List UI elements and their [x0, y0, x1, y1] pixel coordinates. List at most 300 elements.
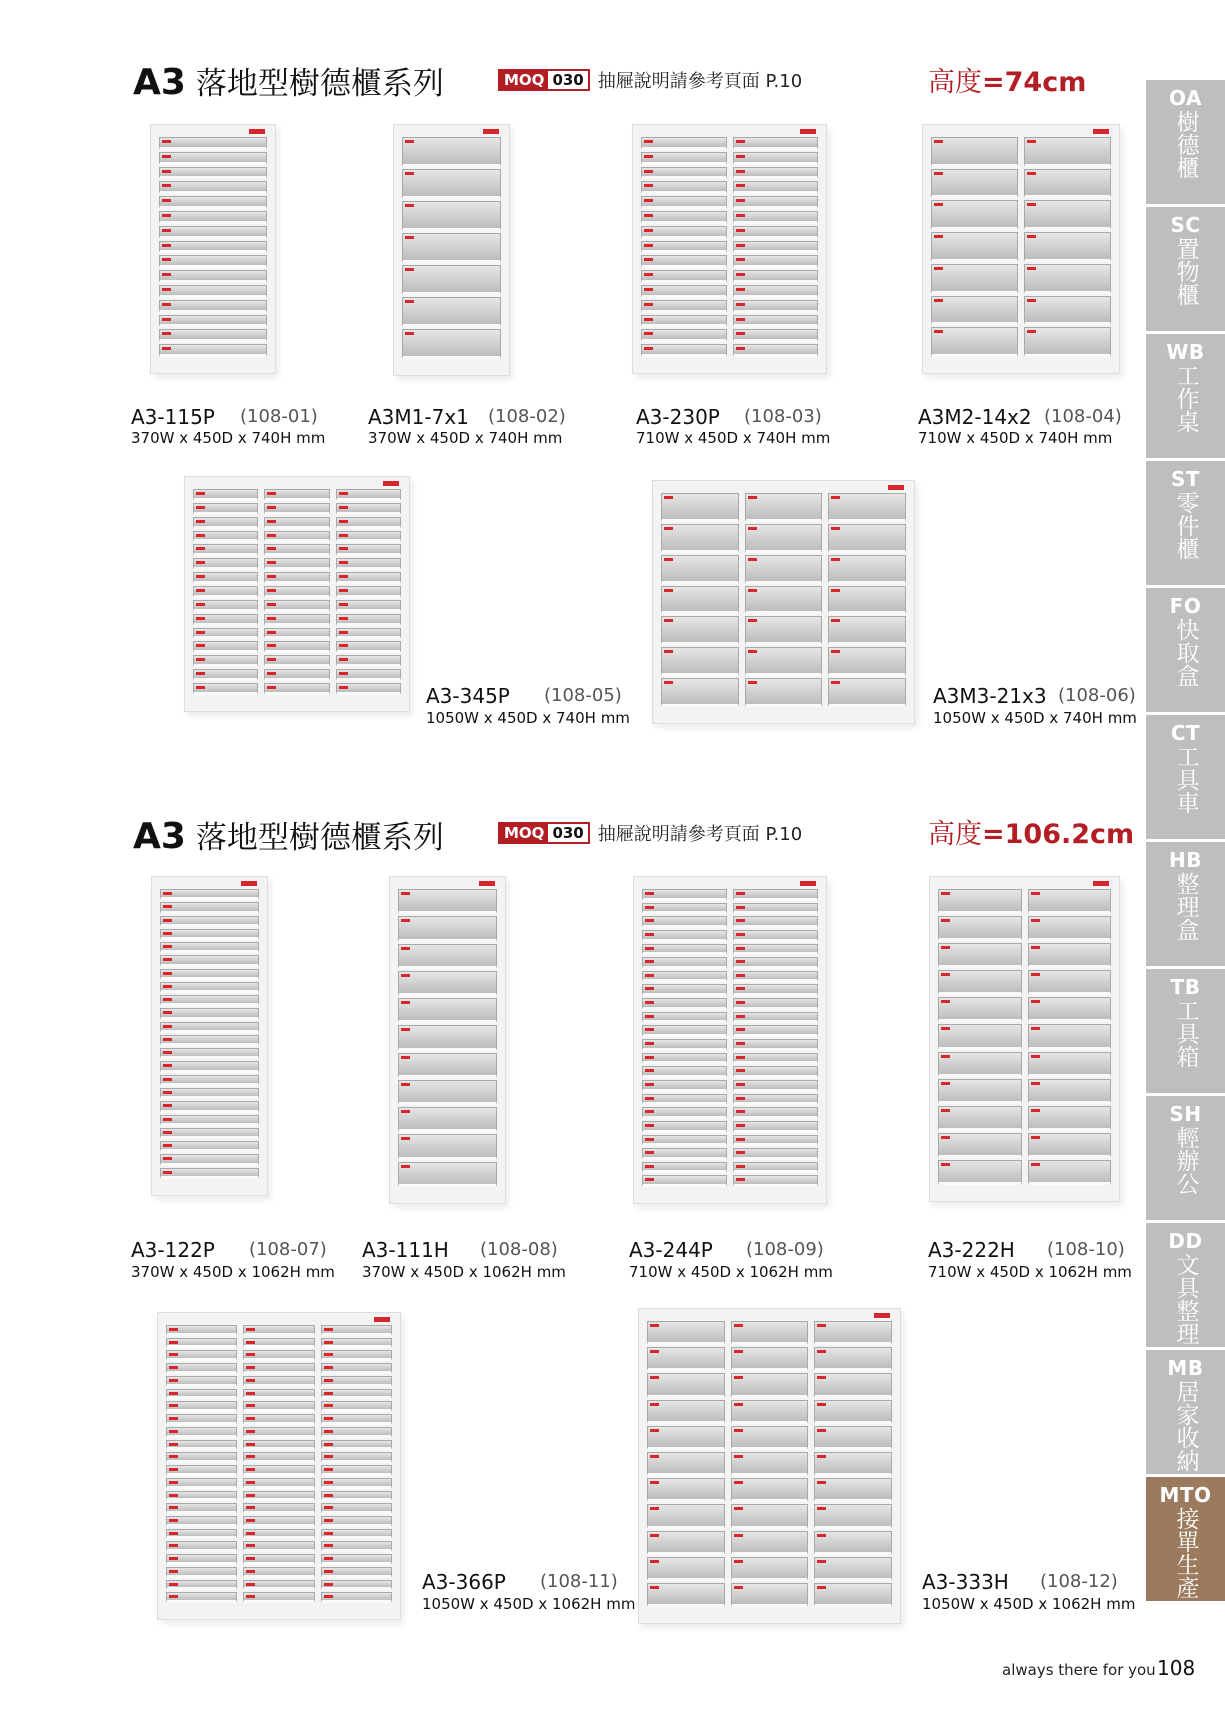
tab-mb[interactable]	[1146, 1350, 1225, 1474]
drawer	[733, 1066, 818, 1078]
tab-code: MB	[1167, 1356, 1204, 1380]
product-name: A3-122P	[131, 1238, 215, 1262]
drawer	[661, 616, 739, 645]
drawer	[647, 1531, 725, 1555]
drawer	[733, 930, 818, 942]
drawer	[731, 1583, 809, 1607]
drawer	[159, 152, 267, 165]
drawer	[647, 1347, 725, 1371]
drawer	[193, 489, 258, 501]
drawer	[264, 641, 329, 653]
drawer	[661, 524, 739, 553]
drawer	[166, 1350, 237, 1361]
drawer	[814, 1400, 892, 1424]
drawer	[160, 995, 259, 1006]
drawer	[938, 970, 1022, 995]
drawer	[814, 1426, 892, 1450]
drawer	[398, 916, 497, 941]
drawer	[160, 982, 259, 993]
cabinet-image	[652, 480, 915, 724]
drawer	[336, 628, 401, 640]
drawer	[931, 200, 1018, 230]
drawer	[398, 1134, 497, 1159]
drawer	[641, 329, 727, 342]
tab-mto[interactable]	[1146, 1477, 1225, 1601]
drawer	[193, 683, 258, 695]
drawer	[264, 683, 329, 695]
drawer-column	[159, 137, 267, 357]
drawer	[321, 1503, 392, 1514]
drawer	[938, 1052, 1022, 1077]
drawer	[193, 614, 258, 626]
moq-badge: MOQ 030	[498, 69, 590, 91]
drawer	[733, 916, 818, 928]
drawer	[166, 1440, 237, 1451]
drawer	[166, 1376, 237, 1387]
drawer	[321, 1325, 392, 1336]
drawer	[642, 1175, 727, 1187]
product-dimensions: 370W x 450D x 740H mm	[368, 429, 563, 447]
drawer	[264, 669, 329, 681]
drawer	[321, 1338, 392, 1349]
drawer	[402, 137, 501, 167]
drawer	[642, 889, 727, 901]
drawer	[641, 152, 727, 165]
drawer	[931, 232, 1018, 262]
drawer	[336, 600, 401, 612]
drawer	[642, 903, 727, 915]
drawer	[264, 614, 329, 626]
drawer	[321, 1363, 392, 1374]
drawer	[641, 226, 727, 239]
drawer	[731, 1452, 809, 1476]
drawer	[336, 655, 401, 667]
drawer	[647, 1557, 725, 1581]
drawer	[193, 558, 258, 570]
drawer	[642, 1025, 727, 1037]
drawer	[193, 572, 258, 584]
drawer	[160, 1101, 259, 1112]
drawer	[243, 1567, 314, 1578]
drawer	[814, 1531, 892, 1555]
tab-label: 接單生產	[1172, 1507, 1199, 1599]
tab-code: SC	[1170, 213, 1201, 237]
drawer	[647, 1400, 725, 1424]
drawer	[642, 930, 727, 942]
drawer	[336, 669, 401, 681]
tab-fo[interactable]	[1146, 588, 1225, 712]
drawer	[733, 211, 819, 224]
drawer	[264, 628, 329, 640]
tab-label: 零件櫃	[1172, 491, 1199, 560]
brand-tag-icon	[249, 129, 265, 134]
drawer	[336, 489, 401, 501]
drawer	[264, 517, 329, 529]
drawer	[321, 1592, 392, 1603]
drawer	[745, 555, 823, 584]
drawer	[733, 167, 819, 180]
tab-code: OA	[1169, 86, 1202, 110]
product-dimensions: 1050W x 450D x 1062H mm	[922, 1595, 1136, 1613]
drawer	[938, 1079, 1022, 1104]
drawer	[641, 181, 727, 194]
tab-label: 工作桌	[1172, 364, 1199, 433]
product-name: A3-333H	[922, 1570, 1009, 1594]
drawer	[243, 1478, 314, 1489]
drawer	[733, 1025, 818, 1037]
drawer	[402, 265, 501, 295]
tab-dd[interactable]	[1146, 1223, 1225, 1347]
drawer-column	[814, 1321, 892, 1607]
cabinet-image	[184, 476, 410, 712]
drawer	[1024, 296, 1111, 326]
product-dimensions: 1050W x 450D x 740H mm	[933, 709, 1137, 727]
drawer-column	[1028, 889, 1112, 1185]
drawer	[814, 1478, 892, 1502]
drawer	[166, 1401, 237, 1412]
drawer	[733, 1135, 818, 1147]
drawer	[745, 586, 823, 615]
drawer	[731, 1557, 809, 1581]
tab-code: SH	[1169, 1102, 1202, 1126]
drawer-column	[243, 1325, 314, 1603]
tab-sh[interactable]	[1146, 1096, 1225, 1220]
drawer-column	[731, 1321, 809, 1607]
tab-label: 整理盒	[1172, 872, 1199, 941]
drawer	[160, 1075, 259, 1086]
drawer	[814, 1347, 892, 1371]
drawer-column	[745, 493, 823, 707]
product-name: A3-222H	[928, 1238, 1015, 1262]
drawer	[1028, 889, 1112, 914]
drawer	[647, 1504, 725, 1528]
drawer	[321, 1478, 392, 1489]
moq-badge: MOQ 030	[498, 822, 590, 844]
product-name: A3M2-14x2	[918, 405, 1032, 429]
drawer	[931, 296, 1018, 326]
drawer	[402, 201, 501, 231]
drawer	[166, 1541, 237, 1552]
drawer	[1024, 137, 1111, 167]
drawer-column	[321, 1325, 392, 1603]
drawer	[641, 344, 727, 357]
drawer	[731, 1426, 809, 1450]
product-code: (108-02)	[488, 406, 566, 427]
brand-tag-icon	[874, 1313, 890, 1318]
drawer	[336, 572, 401, 584]
drawer	[938, 1106, 1022, 1131]
drawer	[828, 678, 906, 707]
product-code: (108-06)	[1058, 685, 1136, 706]
drawer	[828, 586, 906, 615]
drawer	[159, 315, 267, 328]
drawer	[733, 903, 818, 915]
drawer	[398, 1025, 497, 1050]
drawer	[264, 531, 329, 543]
drawer	[321, 1350, 392, 1361]
drawer	[641, 196, 727, 209]
drawer-column	[931, 137, 1018, 357]
drawer	[828, 647, 906, 676]
drawer	[166, 1478, 237, 1489]
drawer	[731, 1321, 809, 1345]
drawer	[336, 586, 401, 598]
drawer	[243, 1363, 314, 1374]
drawer	[731, 1373, 809, 1397]
drawer	[642, 1053, 727, 1065]
product-dimensions: 370W x 450D x 1062H mm	[131, 1263, 335, 1281]
drawer-column	[1024, 137, 1111, 357]
drawer	[321, 1541, 392, 1552]
tab-code: DD	[1168, 1229, 1203, 1253]
drawer	[1028, 1106, 1112, 1131]
brand-tag-icon	[800, 881, 816, 886]
brand-tag-icon	[383, 481, 399, 486]
cabinet-image	[157, 1312, 401, 1620]
drawer	[243, 1592, 314, 1603]
drawer	[264, 572, 329, 584]
drawer	[321, 1401, 392, 1412]
drawer	[814, 1321, 892, 1345]
drawer	[243, 1338, 314, 1349]
drawer	[641, 167, 727, 180]
drawer	[243, 1389, 314, 1400]
series-label: A3	[133, 816, 186, 857]
drawer-column	[661, 493, 739, 707]
drawer	[647, 1583, 725, 1607]
drawer	[642, 1080, 727, 1092]
product-dimensions: 370W x 450D x 740H mm	[131, 429, 326, 447]
product-name: A3M1-7x1	[368, 405, 469, 429]
section-title	[133, 812, 444, 857]
product-code: (108-08)	[480, 1239, 558, 1260]
drawer	[642, 1066, 727, 1078]
product-code: (108-10)	[1047, 1239, 1125, 1260]
product-dimensions: 1050W x 450D x 1062H mm	[422, 1595, 636, 1613]
drawer-reference-note: 抽屜說明請參考頁面 P.10	[597, 824, 803, 845]
drawer	[642, 998, 727, 1010]
product-dimensions: 1050W x 450D x 740H mm	[426, 709, 630, 727]
drawer	[166, 1414, 237, 1425]
drawer-column	[398, 889, 497, 1187]
drawer	[731, 1347, 809, 1371]
drawer	[642, 971, 727, 983]
drawer-column	[402, 137, 501, 359]
tab-label: 工具車	[1172, 745, 1199, 814]
drawer	[398, 971, 497, 996]
product-dimensions: 710W x 450D x 740H mm	[636, 429, 831, 447]
tab-label: 居家收納	[1172, 1380, 1199, 1472]
drawer	[733, 270, 819, 283]
drawer	[828, 524, 906, 553]
drawer-reference-note: 抽屜說明請參考頁面 P.10	[597, 71, 803, 92]
drawer	[398, 1107, 497, 1132]
cabinet-image	[389, 876, 506, 1204]
drawer	[336, 614, 401, 626]
drawer	[264, 544, 329, 556]
drawer	[193, 586, 258, 598]
drawer-column	[733, 889, 818, 1187]
drawer	[159, 285, 267, 298]
drawer	[733, 944, 818, 956]
drawer	[160, 1048, 259, 1059]
drawer	[321, 1414, 392, 1425]
page-number: 108	[1157, 1656, 1196, 1680]
drawer-column	[938, 889, 1022, 1185]
drawer	[733, 1094, 818, 1106]
drawer	[243, 1376, 314, 1387]
drawer	[243, 1427, 314, 1438]
drawer	[243, 1580, 314, 1591]
tab-st[interactable]	[1146, 461, 1225, 585]
drawer	[642, 957, 727, 969]
drawer	[1024, 200, 1111, 230]
product-name: A3-345P	[426, 684, 510, 708]
drawer	[1024, 264, 1111, 294]
drawer	[641, 255, 727, 268]
cabinet-image	[151, 876, 268, 1196]
drawer	[160, 942, 259, 953]
footer-tagline: always there for you	[1002, 1661, 1156, 1679]
drawer	[647, 1373, 725, 1397]
product-name: A3-115P	[131, 405, 215, 429]
tab-wb[interactable]	[1146, 334, 1225, 458]
drawer	[193, 600, 258, 612]
drawer	[159, 137, 267, 150]
height-label: 高度=74cm	[928, 67, 1087, 98]
drawer	[193, 655, 258, 667]
drawer	[160, 1035, 259, 1046]
tab-hb[interactable]	[1146, 842, 1225, 966]
drawer	[160, 902, 259, 913]
drawer	[398, 998, 497, 1023]
drawer	[264, 586, 329, 598]
cabinet-image	[393, 124, 510, 376]
drawer	[1028, 1133, 1112, 1158]
drawer	[166, 1580, 237, 1591]
drawer	[641, 211, 727, 224]
drawer	[160, 1128, 259, 1139]
drawer	[193, 669, 258, 681]
drawer	[336, 683, 401, 695]
tab-label: 樹德櫃	[1172, 110, 1199, 179]
drawer	[160, 1061, 259, 1072]
drawer	[745, 493, 823, 522]
drawer	[647, 1452, 725, 1476]
drawer	[160, 1008, 259, 1019]
drawer	[243, 1529, 314, 1540]
drawer	[159, 329, 267, 342]
drawer	[264, 600, 329, 612]
drawer	[159, 270, 267, 283]
drawer	[159, 255, 267, 268]
product-code: (108-05)	[544, 685, 622, 706]
drawer	[733, 957, 818, 969]
drawer	[661, 493, 739, 522]
drawer	[731, 1531, 809, 1555]
drawer	[733, 971, 818, 983]
drawer	[731, 1400, 809, 1424]
drawer	[642, 916, 727, 928]
drawer	[641, 137, 727, 150]
drawer	[160, 1141, 259, 1152]
product-dimensions: 710W x 450D x 1062H mm	[928, 1263, 1132, 1281]
drawer	[398, 889, 497, 914]
drawer	[243, 1503, 314, 1514]
tab-code: MTO	[1159, 1483, 1212, 1507]
tab-sc[interactable]	[1146, 207, 1225, 331]
brand-tag-icon	[800, 129, 816, 134]
drawer-column	[160, 889, 259, 1179]
drawer	[642, 944, 727, 956]
product-name: A3M3-21x3	[933, 684, 1047, 708]
product-code: (108-09)	[746, 1239, 824, 1260]
drawer	[661, 647, 739, 676]
tab-code: FO	[1169, 594, 1202, 618]
drawer	[243, 1325, 314, 1336]
drawer	[321, 1529, 392, 1540]
tab-oa[interactable]	[1146, 80, 1225, 204]
brand-tag-icon	[374, 1317, 390, 1322]
drawer	[642, 1012, 727, 1024]
drawer	[642, 1039, 727, 1051]
drawer	[264, 558, 329, 570]
drawer	[814, 1452, 892, 1476]
drawer	[243, 1491, 314, 1502]
drawer	[733, 181, 819, 194]
drawer	[733, 152, 819, 165]
drawer	[828, 493, 906, 522]
drawer	[745, 678, 823, 707]
drawer	[733, 226, 819, 239]
drawer	[402, 169, 501, 199]
drawer	[661, 678, 739, 707]
drawer	[166, 1529, 237, 1540]
drawer	[938, 943, 1022, 968]
series-title: 落地型樹德櫃系列	[195, 820, 444, 856]
drawer	[642, 1121, 727, 1133]
drawer	[1028, 997, 1112, 1022]
drawer	[166, 1427, 237, 1438]
drawer	[642, 1107, 727, 1119]
series-label: A3	[133, 62, 186, 103]
drawer	[814, 1557, 892, 1581]
drawer	[159, 226, 267, 239]
product-dimensions: 710W x 450D x 1062H mm	[629, 1263, 833, 1281]
drawer-column	[336, 489, 401, 695]
drawer	[243, 1554, 314, 1565]
tab-ct[interactable]	[1146, 715, 1225, 839]
drawer	[264, 655, 329, 667]
drawer	[160, 1022, 259, 1033]
drawer	[642, 984, 727, 996]
drawer	[159, 211, 267, 224]
tab-code: CT	[1170, 721, 1201, 745]
product-dimensions: 370W x 450D x 1062H mm	[362, 1263, 566, 1281]
section-title	[133, 58, 444, 103]
tab-tb[interactable]	[1146, 969, 1225, 1093]
drawer	[745, 524, 823, 553]
cabinet-image	[638, 1308, 901, 1624]
brand-tag-icon	[1093, 881, 1109, 886]
drawer	[733, 315, 819, 328]
drawer	[938, 1024, 1022, 1049]
drawer	[243, 1541, 314, 1552]
product-code: (108-11)	[540, 1571, 618, 1592]
drawer	[321, 1516, 392, 1527]
drawer-column	[642, 889, 727, 1187]
drawer	[402, 329, 501, 359]
